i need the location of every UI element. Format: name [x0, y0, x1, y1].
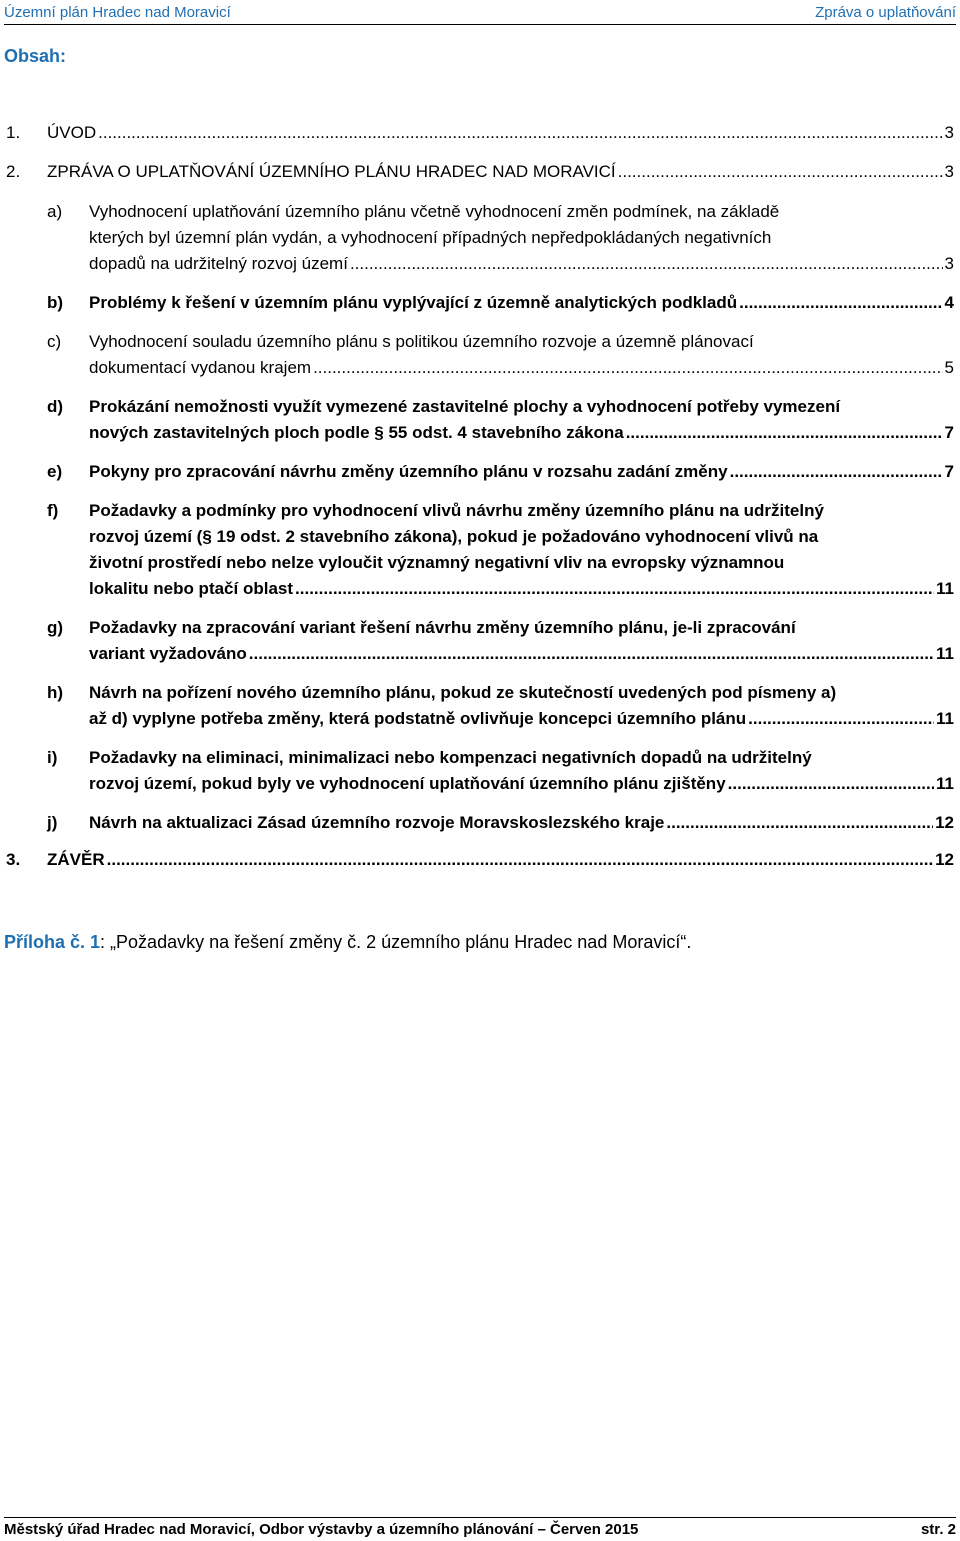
toc-entry-title: ÚVOD — [47, 123, 97, 142]
toc-entry-title-line: lokalitu nebo ptačí oblast — [89, 579, 294, 598]
dot-leader — [616, 159, 943, 185]
toc-entry-title-line: variant vyžadováno — [89, 644, 247, 663]
toc-entry-number: 2. — [6, 162, 21, 181]
dot-leader — [96, 120, 942, 146]
toc-entry-title-line: Požadavky na eliminaci, minimalizaci nebo kompenzaci negativních dopadů na udržitelný — [89, 748, 812, 767]
toc-entry-title-line: rozvoj území, pokud byly ve vyhodnocení uplatňování územního plánu zjištěny — [89, 774, 726, 793]
toc-page-number: 3 — [944, 254, 954, 273]
dot-leader — [726, 771, 934, 797]
toc-entry-number: f) — [47, 501, 59, 520]
toc-entry-title-line: Návrh na pořízení nového územního plánu, pokud ze skutečností uvedených pod písmeny a) — [89, 683, 837, 702]
annex-text: : „Požadavky na řešení změny č. 2 územního plánu Hradec nad Moravicí“. — [100, 932, 692, 952]
toc-entry-number: b) — [47, 293, 64, 312]
toc-entry-title: Problémy k řešení v územním plánu vyplývající z územně analytických podkladů — [89, 293, 738, 312]
dot-leader — [624, 420, 943, 446]
toc-page-number: 3 — [944, 162, 954, 181]
toc-page-number: 12 — [935, 813, 954, 832]
toc-entry-number: 1. — [6, 123, 21, 142]
toc-page-number: 5 — [944, 358, 954, 377]
toc-page-number: 12 — [935, 850, 954, 869]
toc-entry-title-line: dokumentací vydanou krajem — [89, 358, 312, 377]
footer-office: Městský úřad Hradec nad Moravicí, Odbor výstavby a územního plánování – Červen 2015 — [4, 1521, 639, 1538]
annex-note — [4, 932, 691, 953]
toc-entry-title-line: nových zastavitelných ploch podle § 55 odst. 4 stavebního zákona — [89, 423, 624, 442]
toc-entry-number: e) — [47, 462, 63, 481]
toc-entry-number: a) — [47, 202, 63, 221]
footer-page-number: str. 2 — [920, 1521, 956, 1538]
toc-entry-title-line: Vyhodnocení souladu územního plánu s politikou územního rozvoje a územně plánovací — [89, 332, 754, 351]
toc-entry-title: Pokyny pro zpracování návrhu změny územního plánu v rozsahu zadání změny — [89, 462, 728, 481]
toc-entry-title: ZPRÁVA O UPLATŇOVÁNÍ ÚZEMNÍHO PLÁNU HRADEC NAD MORAVICÍ — [47, 162, 616, 181]
toc-entry-title-line: Požadavky na zpracování variant řešení návrhu změny územního plánu, je-li zpracování — [89, 618, 796, 637]
toc-entry-number: d) — [47, 397, 64, 416]
toc-entry-title-line: životní prostředí nebo nelze vyloučit významný negativní vliv na evropsky významnou — [89, 553, 785, 572]
toc-entry-number: 3. — [6, 850, 21, 869]
toc-entry-title-line: Požadavky a podmínky pro vyhodnocení vlivů návrhu změny územního plánu na udržitelný — [89, 501, 824, 520]
toc-entry-title-line: kterých byl územní plán vydán, a vyhodnocení případných nepředpokládaných negativních — [89, 228, 772, 247]
dot-leader — [737, 290, 942, 316]
toc-entry-number: j) — [47, 813, 58, 832]
page-footer — [4, 1517, 956, 1538]
dot-leader — [105, 847, 933, 873]
toc-entry-number: h) — [47, 683, 64, 702]
toc-page-number: 7 — [944, 423, 954, 442]
toc-entry-title-line: Vyhodnocení uplatňování územního plánu včetně vyhodnocení změn podmínek, na základě — [89, 202, 780, 221]
header-document-title: Územní plán Hradec nad Moravicí — [4, 3, 231, 21]
dot-leader — [293, 576, 934, 602]
toc-page-number: 11 — [936, 644, 954, 663]
toc-entry-title-line: dopadů na udržitelný rozvoj území — [89, 254, 348, 273]
toc-entry-title-line: rozvoj území (§ 19 odst. 2 stavebního zákona), pokud je požadováno vyhodnocení vlivů na — [89, 527, 819, 546]
toc-page-number: 11 — [936, 579, 954, 598]
dot-leader — [311, 355, 942, 381]
toc-heading: Obsah: — [4, 46, 67, 66]
toc-page-number: 11 — [936, 709, 954, 728]
toc-page-number: 4 — [944, 293, 954, 312]
dot-leader — [746, 706, 934, 732]
toc-page-number: 7 — [944, 462, 954, 481]
toc-page-number: 3 — [944, 123, 954, 142]
dot-leader — [247, 641, 934, 667]
dot-leader — [664, 810, 933, 836]
dot-leader — [348, 251, 943, 277]
toc-entry-title-line: až d) vyplyne potřeba změny, která podstatně ovlivňuje koncepci územního plánu — [89, 709, 747, 728]
dot-leader — [728, 459, 943, 485]
toc-entry-title: Návrh na aktualizaci Zásad územního rozvoje Moravskoslezského kraje — [89, 813, 665, 832]
header-section-title: Zpráva o uplatňování — [815, 3, 956, 21]
toc-entry-number: g) — [47, 618, 64, 637]
toc-page-number: 11 — [936, 774, 954, 793]
toc-entry-number: i) — [47, 748, 58, 767]
toc-entry-number: c) — [47, 332, 62, 351]
toc-entry-title-line: Prokázání nemožnosti využít vymezené zastavitelné plochy a vyhodnocení potřeby vymezení — [89, 397, 841, 416]
page-header — [4, 0, 956, 25]
toc-entry-title: ZÁVĚR — [47, 850, 105, 869]
annex-label: Příloha č. 1 — [4, 932, 101, 952]
